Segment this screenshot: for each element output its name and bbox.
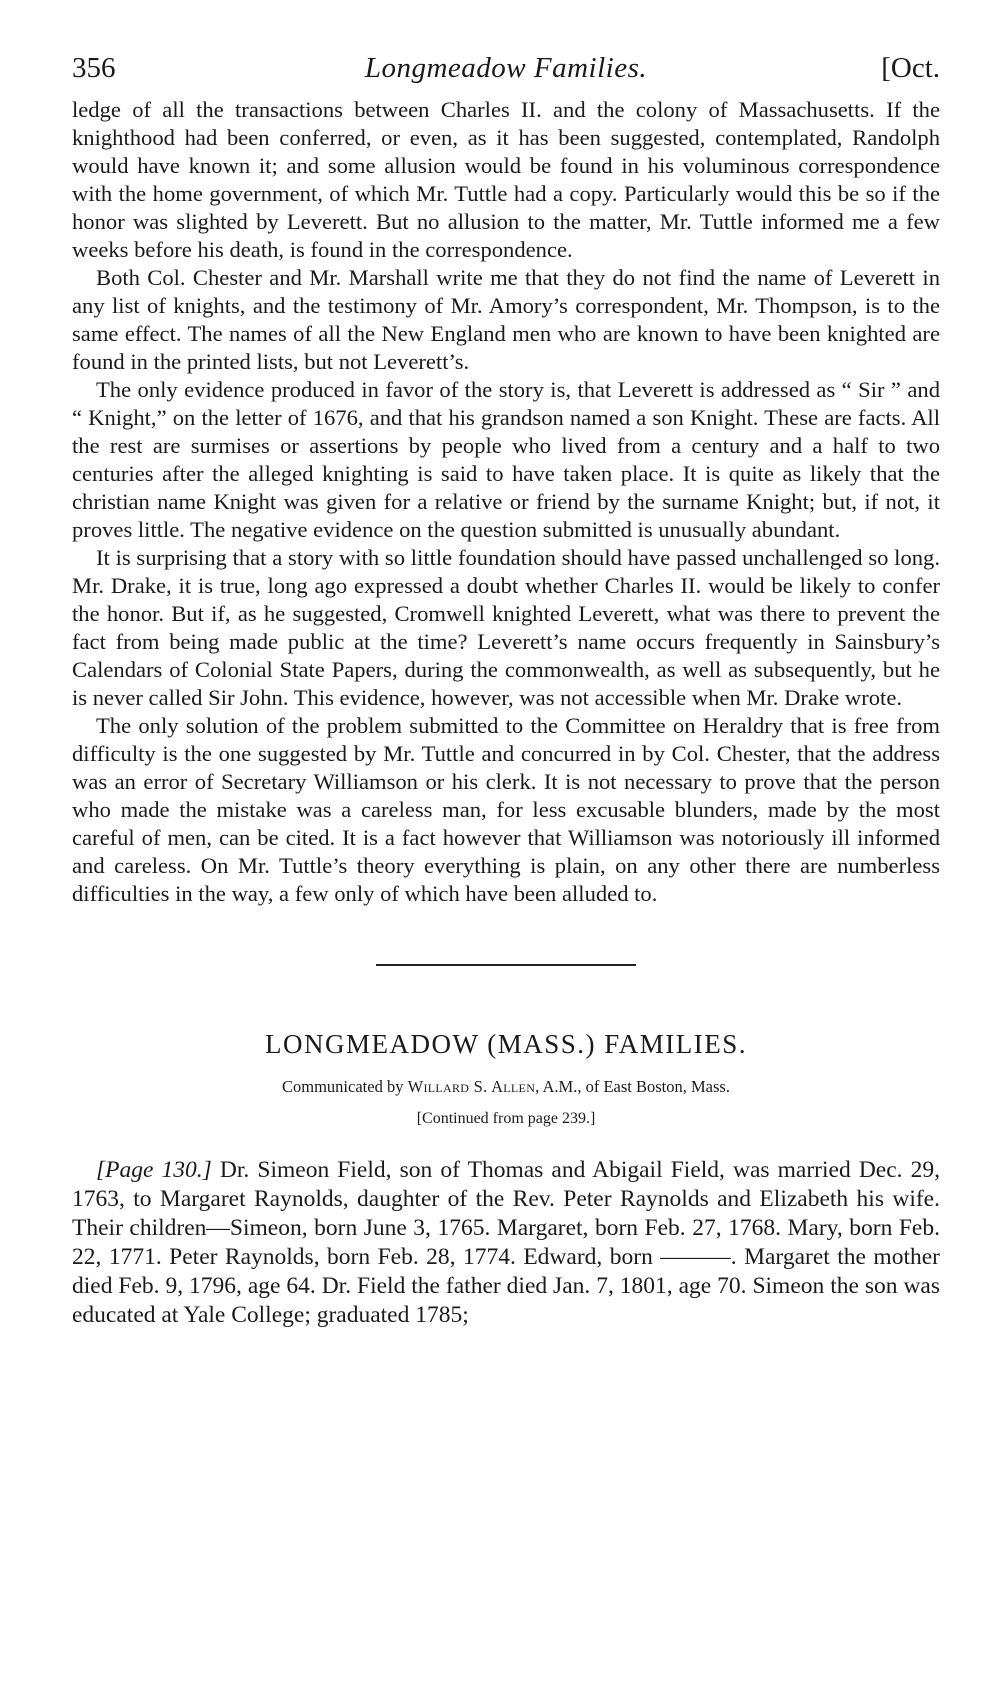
running-month: [Oct.: [881, 52, 940, 84]
article-paragraph: ledge of all the transactions between Charles II. and the colony of Massachusetts. If the knighthood had been conferred, or even, as it has been suggested, contemplated, Randolph would have known it; and some allusion would be found in his voluminous correspondence with the home government, of which Mr. Tuttle had a copy. Particularly would this be so if the honor was slighted by Leverett. But no allusion to the matter, Mr. Tuttle informed me a few weeks before his death, is found in the correspondence.: [72, 97, 940, 262]
page-number: 356: [72, 52, 116, 84]
journal-page: [72, 40, 940, 1330]
article-paragraph: The only solution of the problem submitted to the Committee on Heraldry that is free from difficulty is the one suggested by Mr. Tuttle and concurred in by Col. Chester, that the address was an error of Secretary Williamson or his clerk. It is not necessary to prove that the person who made the mistake was a careless man, for less excusable blunders, made by the most careful of men, can be cited. It is a fact however that Williamson was notoriously ill informed and careless. On Mr. Tuttle’s theory everything is plain, on any other there are numberless difficulties in the way, a few only of which have been alluded to.: [72, 713, 940, 906]
entry-page-ref: [Page 130.]: [96, 1157, 212, 1183]
continued-note: [Continued from page 239.]: [416, 1110, 596, 1127]
author-name: Willard S. Allen: [407, 1077, 536, 1096]
running-title: Longmeadow Families.: [364, 52, 648, 84]
article-body: [72, 96, 940, 908]
author-suffix: , A.M., of East Boston, Mass.: [535, 1077, 730, 1096]
article-paragraph: Both Col. Chester and Mr. Marshall write me that they do not find the name of Leverett in any list of knights, and the testimony of Mr. Amory’s correspondent, Mr. Thompson, is to the same effect. The names of all the New England men who are known to have been knighted are found in the printed lists, but not Leverett’s.: [72, 265, 940, 374]
section-divider: [376, 964, 636, 966]
entry-text: Dr. Simeon Field, son of Thomas and Abigail Field, was married Dec. 29, 1763, to Margaret Raynolds, daughter of the Rev. Peter Raynolds and Elizabeth his wife. Their children—Simeon, born June 3, 1765. Margaret, born Feb. 27, 1768. Mary, born Feb. 22, 1771. Peter Raynolds, born Feb. 28, 1774. Edward, born ———. Margaret the mother died Feb. 9, 1796, age 64. Dr. Field the father died Jan. 7, 1801, age 70. Simeon the son was educated at Yale College; graduated 1785;: [72, 1157, 941, 1328]
section-title: LONGMEADOW (MASS.) FAMILIES.: [264, 1029, 747, 1059]
family-entry: [72, 1156, 940, 1330]
communicated-line: [72, 1076, 940, 1098]
article-paragraph: It is surprising that a story with so little foundation should have passed unchallenged so long. Mr. Drake, it is true, long ago expressed a doubt whether Charles II. would be likely to confer the honor. But if, as he suggested, Cromwell knighted Leverett, what was there to prevent the fact from being made public at the time? Leverett’s name occurs frequently in Sainsbury’s Calendars of Colonial State Papers, during the commonwealth, as well as subsequently, but he is never called Sir John. This evidence, however, was not accessible when Mr. Drake wrote.: [72, 545, 940, 710]
entry-paragraph: [72, 1156, 940, 1330]
communicated-prefix: Communicated by: [282, 1077, 404, 1096]
article-paragraph: The only evidence produced in favor of the story is, that Leverett is addressed as “ Sir ” and “ Knight,” on the letter of 1676, and that his grandson named a son Knight. These are facts. All the rest are surmises or assertions by people who lived from a century and a half to two centuries after the alleged knighting is said to have taken place. It is quite as likely that the christian name Knight was given for a relative or friend by the surname Knight; but, if not, it proves little. The negative evidence on the question submitted is unusually abundant.: [72, 377, 940, 542]
running-head: [72, 40, 940, 96]
